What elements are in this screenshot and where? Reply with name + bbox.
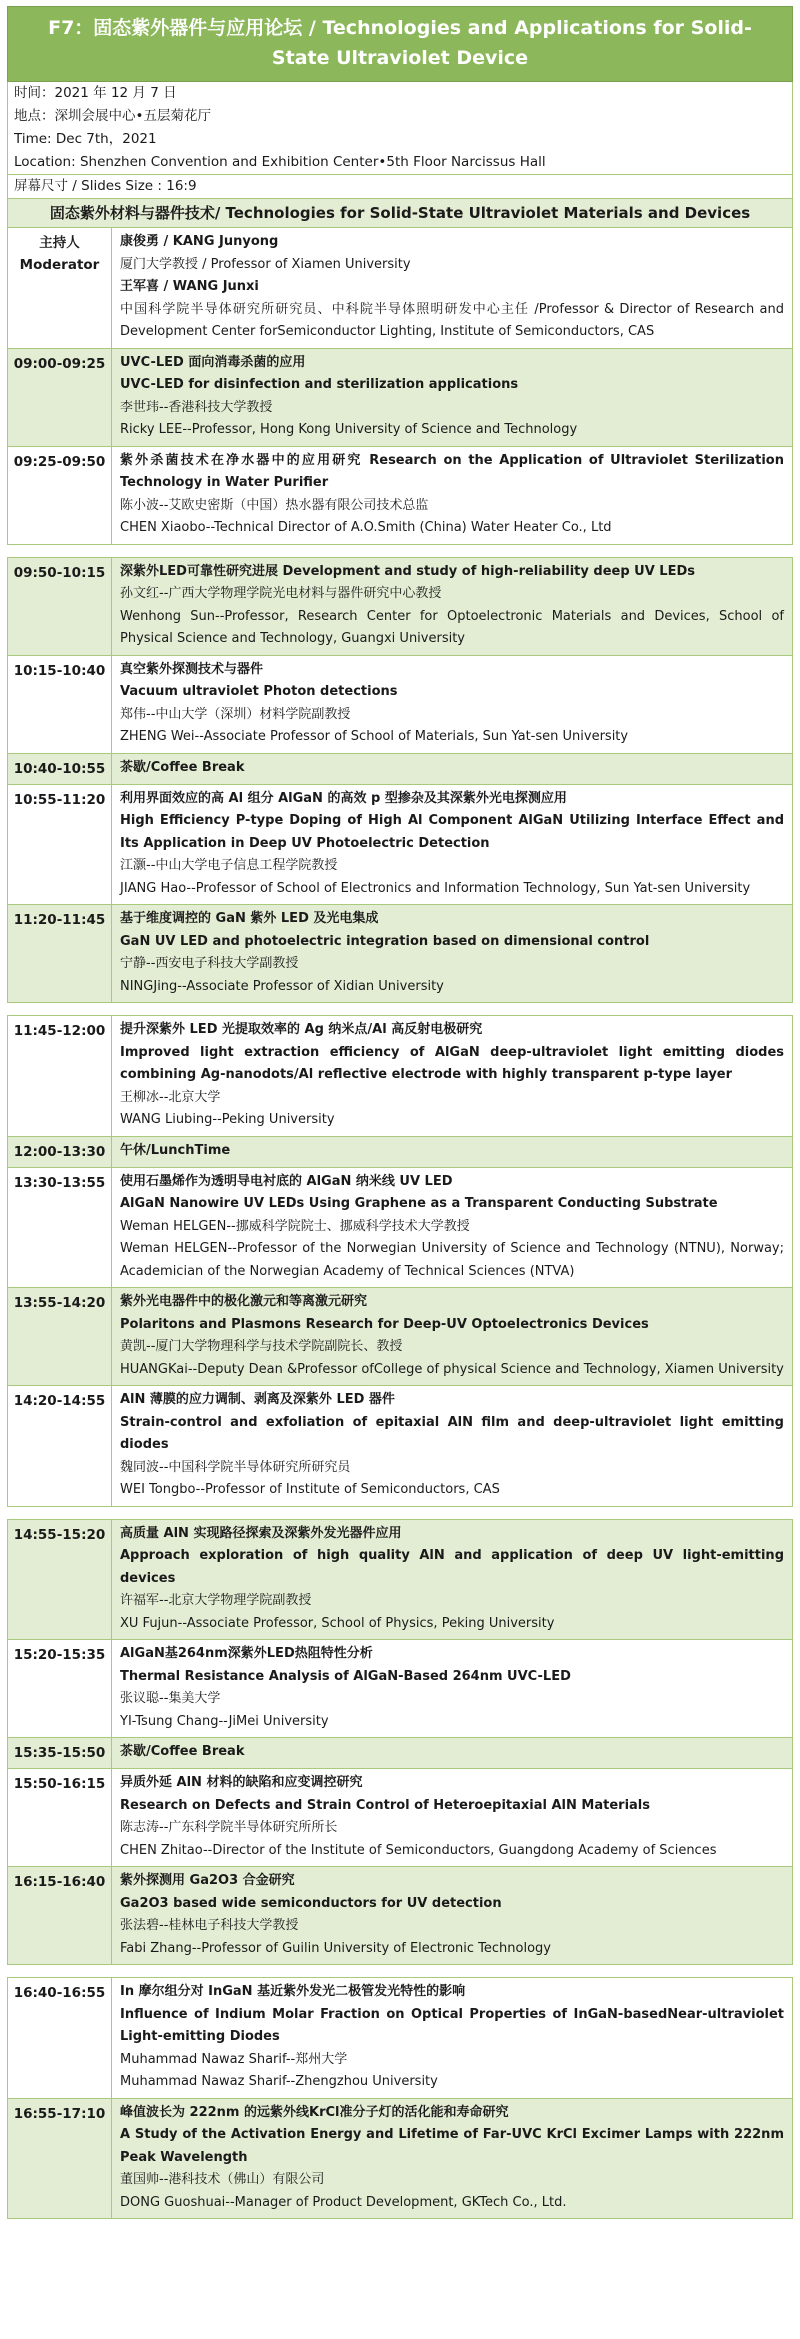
speaker-info: Fabi Zhang--Professor of Guilin University of Electronic Technology [120, 1940, 551, 1956]
table-row [7, 1867, 793, 1965]
speaker-info: JIANG Hao--Professor of School of Electronics and Information Technology, Sun Yat-sen University [120, 880, 751, 896]
talk-title: 紫外探测用 Ga2O3 合金研究 [120, 1873, 295, 1888]
speaker-info: Weman HELGEN--Professor of the Norwegian University of Science and Technology (NTNU), Norway; Academician of the Norwegian Academy of Technical Sciences (NTVA) [120, 1241, 784, 1279]
slides-size: 屏幕尺寸 / Slides Size : 16:9 [7, 175, 793, 199]
speaker-info: 宁静--西安电子科技大学副教授 [120, 956, 299, 971]
content-cell [112, 1867, 792, 1964]
table-row [7, 785, 793, 906]
time-cell: 16:55-17:10 [8, 2099, 112, 2219]
content-cell [112, 1738, 792, 1768]
content-cell [112, 349, 792, 446]
talk-title: High Efficiency P-type Doping of High Al Component AlGaN Utilizing Interface Effect and Its Application in Deep UV Photoelectric Detection [120, 813, 784, 851]
speaker-info: 张议聪--集美大学 [120, 1691, 221, 1706]
talk-title: 高质量 AlN 实现路径探索及深紫外发光器件应用 [120, 1525, 402, 1541]
table-row [7, 1769, 793, 1867]
event-info [7, 82, 793, 175]
time-cell: 11:20-11:45 [8, 905, 112, 1002]
talk-title: 基于维度调控的 GaN 紫外 LED 及光电集成 [120, 911, 379, 926]
talk-title: Influence of Indium Molar Fraction on Optical Properties of InGaN-basedNear-ultraviolet Light-emitting Diodes [120, 2006, 784, 2044]
time-cell: 10:15-10:40 [8, 656, 112, 753]
time-cell: 14:55-15:20 [8, 1520, 112, 1640]
content-cell [112, 1640, 792, 1737]
speaker-info: XU Fujun--Associate Professor, School of Physics, Peking University [120, 1615, 555, 1631]
speaker-info: HUANGKai--Deputy Dean &Professor ofCollege of physical Science and Technology, Xiamen University [120, 1361, 784, 1377]
talk-title: AlGaN Nanowire UV LEDs Using Graphene as a Transparent Conducting Substrate [120, 1196, 718, 1211]
table-row [7, 1640, 793, 1738]
speaker-info: 李世玮--香港科技大学教授 [120, 399, 273, 415]
speaker-info: CHEN Xiaobo--Technical Director of A.O.Smith (China) Water Heater Co., Ltd [120, 520, 612, 535]
time-cell: 10:40-10:55 [8, 754, 112, 784]
talk-title: 紫外光电器件中的极化激元和等离激元研究 [120, 1294, 368, 1309]
speaker-info: 陈小波--艾欧史密斯（中国）热水器有限公司技术总监 [120, 497, 429, 513]
speaker-info: 黄凯--厦门大学物理科学与技术学院副院长、教授 [120, 1339, 403, 1354]
speaker-info: 许福军--北京大学物理学院副教授 [120, 1593, 312, 1608]
talk-title: UVC-LED 面向消毒杀菌的应用 [120, 354, 306, 370]
speaker-info: 厦门大学教授 / Professor of Xiamen University [120, 256, 411, 272]
speaker-info: 孙文红--广西大学物理学院光电材料与器件研究中心教授 [120, 586, 442, 601]
time-cell: 09:50-10:15 [8, 558, 112, 655]
table-row [7, 228, 793, 349]
content-cell [112, 905, 792, 1002]
talk-title: 王军喜 / WANG Junxi [120, 279, 259, 294]
time-cell: 15:35-15:50 [8, 1738, 112, 1768]
content-cell [112, 656, 792, 753]
talk-title: Research on Defects and Strain Control of Heteroepitaxial AlN Materials [120, 1797, 650, 1813]
content-cell [112, 1137, 792, 1167]
time-cell: 15:20-15:35 [8, 1640, 112, 1737]
table-row [7, 754, 793, 785]
talk-title: Ga2O3 based wide semiconductors for UV detection [120, 1895, 502, 1911]
content-cell [112, 228, 792, 348]
talk-title: Approach exploration of high quality AlN and application of deep UV light-emitting devices [120, 1548, 784, 1586]
content-cell [112, 754, 792, 784]
talk-title: 茶歇/Coffee Break [120, 759, 245, 775]
speaker-info: 魏同波--中国科学院半导体研究所研究员 [120, 1459, 351, 1475]
agenda-page [7, 6, 793, 2219]
table-row [7, 656, 793, 754]
table-row [7, 1137, 793, 1168]
speaker-info: NINGJing--Associate Professor of Xidian University [120, 978, 444, 994]
talk-title: 午休/LunchTime [120, 1142, 231, 1158]
talk-title: GaN UV LED and photoelectric integration based on dimensional control [120, 933, 650, 949]
speaker-info: CHEN Zhitao--Director of the Institute of Semiconductors, Guangdong Academy of Sciences [120, 1842, 717, 1858]
table-row [7, 349, 793, 447]
content-cell [112, 1168, 792, 1288]
speaker-info: 中国科学院半导体研究所研究员、中科院半导体照明研发中心主任 /Professor & Director of Research and Development Center forSemiconductor Lighting, Institute of Semiconductors, CAS [120, 301, 784, 339]
talk-title: Polaritons and Plasmons Research for Deep-UV Optoelectronics Devices [120, 1316, 649, 1332]
speaker-info: Weman HELGEN--挪威科学院院士、挪威科学技术大学教授 [120, 1218, 470, 1234]
talk-title: 康俊勇 / KANG Junyong [120, 234, 279, 249]
event-location-en: Location: Shenzhen Convention and Exhibition Center•5th Floor Narcissus Hall [14, 154, 546, 170]
content-cell [112, 2099, 792, 2219]
speaker-info: WEI Tongbo--Professor of Institute of Semiconductors, CAS [120, 1482, 500, 1497]
talk-title: UVC-LED for disinfection and sterilization applications [120, 377, 519, 392]
speaker-info: Muhammad Nawaz Sharif--Zhengzhou University [120, 2074, 438, 2089]
talk-title: 利用界面效应的高 Al 组分 AlGaN 的高效 p 型掺杂及其深紫外光电探测应用 [120, 790, 567, 806]
talk-title: Thermal Resistance Analysis of AlGaN-Based 264nm UVC-LED [120, 1668, 571, 1684]
speaker-info: DONG Guoshuai--Manager of Product Development, GKTech Co., Ltd. [120, 2194, 567, 2210]
talk-title: In 摩尔组分对 InGaN 基近紫外发光二极管发光特性的影响 [120, 1984, 466, 1999]
talk-title: Improved light extraction efficiency of AlGaN deep-ultraviolet light emitting diodes combining Ag-nanodots/Al reflective electrode with highly transparent p-type layer [120, 1044, 784, 1082]
speaker-info: 张法碧--桂林电子科技大学教授 [120, 1918, 299, 1933]
table-row [7, 447, 793, 545]
time-cell: 09:00-09:25 [8, 349, 112, 446]
talk-title: 茶歇/Coffee Break [120, 1744, 245, 1759]
speaker-info: Ricky LEE--Professor, Hong Kong University of Science and Technology [120, 422, 578, 437]
content-cell [112, 1288, 792, 1385]
event-location-cn: 地点：深圳会展中心•五层菊花厅 [14, 108, 211, 124]
speaker-info: ZHENG Wei--Associate Professor of School of Materials, Sun Yat-sen University [120, 729, 629, 744]
speaker-info: WANG Liubing--Peking University [120, 1112, 335, 1127]
time-cell: 14:20-14:55 [8, 1386, 112, 1506]
talk-title: 真空紫外探测技术与器件 [120, 661, 264, 677]
speaker-info: Muhammad Nawaz Sharif--郑州大学 [120, 2051, 348, 2067]
content-cell [112, 1520, 792, 1640]
time-cell: 09:25-09:50 [8, 447, 112, 544]
speaker-info: 董国帅--港科技术（佛山）有限公司 [120, 2172, 325, 2187]
speaker-info: YI-Tsung Chang--JiMei University [120, 1713, 329, 1729]
time-cell: 12:00-13:30 [8, 1137, 112, 1167]
time-cell: 15:50-16:15 [8, 1769, 112, 1866]
speaker-info: Wenhong Sun--Professor, Research Center for Optoelectronic Materials and Devices, School of Physical Science and Technology, Guangxi University [120, 608, 784, 646]
event-date-cn: 时间：2021 年 12 月 7 日 [14, 85, 177, 101]
speaker-info: 陈志涛--广东科学院半导体研究所所长 [120, 1820, 338, 1835]
table-row [7, 1288, 793, 1386]
table-row [7, 557, 793, 656]
table-row [7, 1386, 793, 1507]
time-cell: 13:30-13:55 [8, 1168, 112, 1288]
session-title: 固态紫外材料与器件技术/ Technologies for Solid-State Ultraviolet Materials and Devices [7, 199, 793, 228]
table-row [7, 1168, 793, 1289]
content-cell [112, 1016, 792, 1136]
table-row [7, 905, 793, 1003]
schedule-table [7, 228, 793, 2219]
speaker-info: 王柳冰--北京大学 [120, 1089, 221, 1105]
talk-title: Strain-control and exfoliation of epitaxial AlN film and deep-ultraviolet light emitting diodes [120, 1414, 784, 1452]
talk-title: 异质外延 AlN 材料的缺陷和应变调控研究 [120, 1775, 363, 1790]
time-cell: 10:55-11:20 [8, 785, 112, 905]
time-cell: 16:40-16:55 [8, 1978, 112, 2098]
talk-title: 峰值波长为 222nm 的远紫外线KrCl准分子灯的活化能和寿命研究 [120, 2104, 509, 2120]
time-cell: 11:45-12:00 [8, 1016, 112, 1136]
content-cell [112, 1386, 792, 1506]
time-cell: 16:15-16:40 [8, 1867, 112, 1964]
content-cell [112, 1978, 792, 2098]
content-cell [112, 785, 792, 905]
speaker-info: 郑伟--中山大学（深圳）材料学院副教授 [120, 706, 351, 722]
talk-title: Vacuum ultraviolet Photon detections [120, 684, 398, 699]
talk-title: A Study of the Activation Energy and Lifetime of Far-UVC KrCl Excimer Lamps with 222nm Peak Wavelength [120, 2127, 784, 2165]
talk-title: AlN 薄膜的应力调制、剥离及深紫外 LED 器件 [120, 1392, 395, 1407]
content-cell [112, 558, 792, 655]
talk-title: 提升深紫外 LED 光提取效率的 Ag 纳米点/Al 高反射电极研究 [120, 1022, 483, 1037]
table-row [7, 1738, 793, 1769]
talk-title: AlGaN基264nm深紫外LED热阻特性分析 [120, 1646, 373, 1661]
content-cell [112, 1769, 792, 1866]
page-title: F7：固态紫外器件与应用论坛 / Technologies and Applications for Solid-State Ultraviolet Device [7, 6, 793, 82]
content-cell [112, 447, 792, 544]
speaker-info: 江灏--中山大学电子信息工程学院教授 [120, 858, 338, 873]
table-row [7, 1977, 793, 2099]
event-date-en: Time: Dec 7th，2021 [14, 131, 157, 147]
time-cell: 13:55-14:20 [8, 1288, 112, 1385]
time-cell: 主持人 Moderator [8, 228, 112, 348]
talk-title: 使用石墨烯作为透明导电衬底的 AlGaN 纳米线 UV LED [120, 1173, 453, 1189]
talk-title: 深紫外LED可靠性研究进展 Development and study of high-reliability deep UV LEDs [120, 563, 695, 579]
table-row [7, 1015, 793, 1137]
table-row [7, 1519, 793, 1641]
talk-title: 紫外杀菌技术在净水器中的应用研究 Research on the Application of Ultraviolet Sterilization Technology in Water Purifier [120, 452, 784, 490]
table-row [7, 2099, 793, 2220]
